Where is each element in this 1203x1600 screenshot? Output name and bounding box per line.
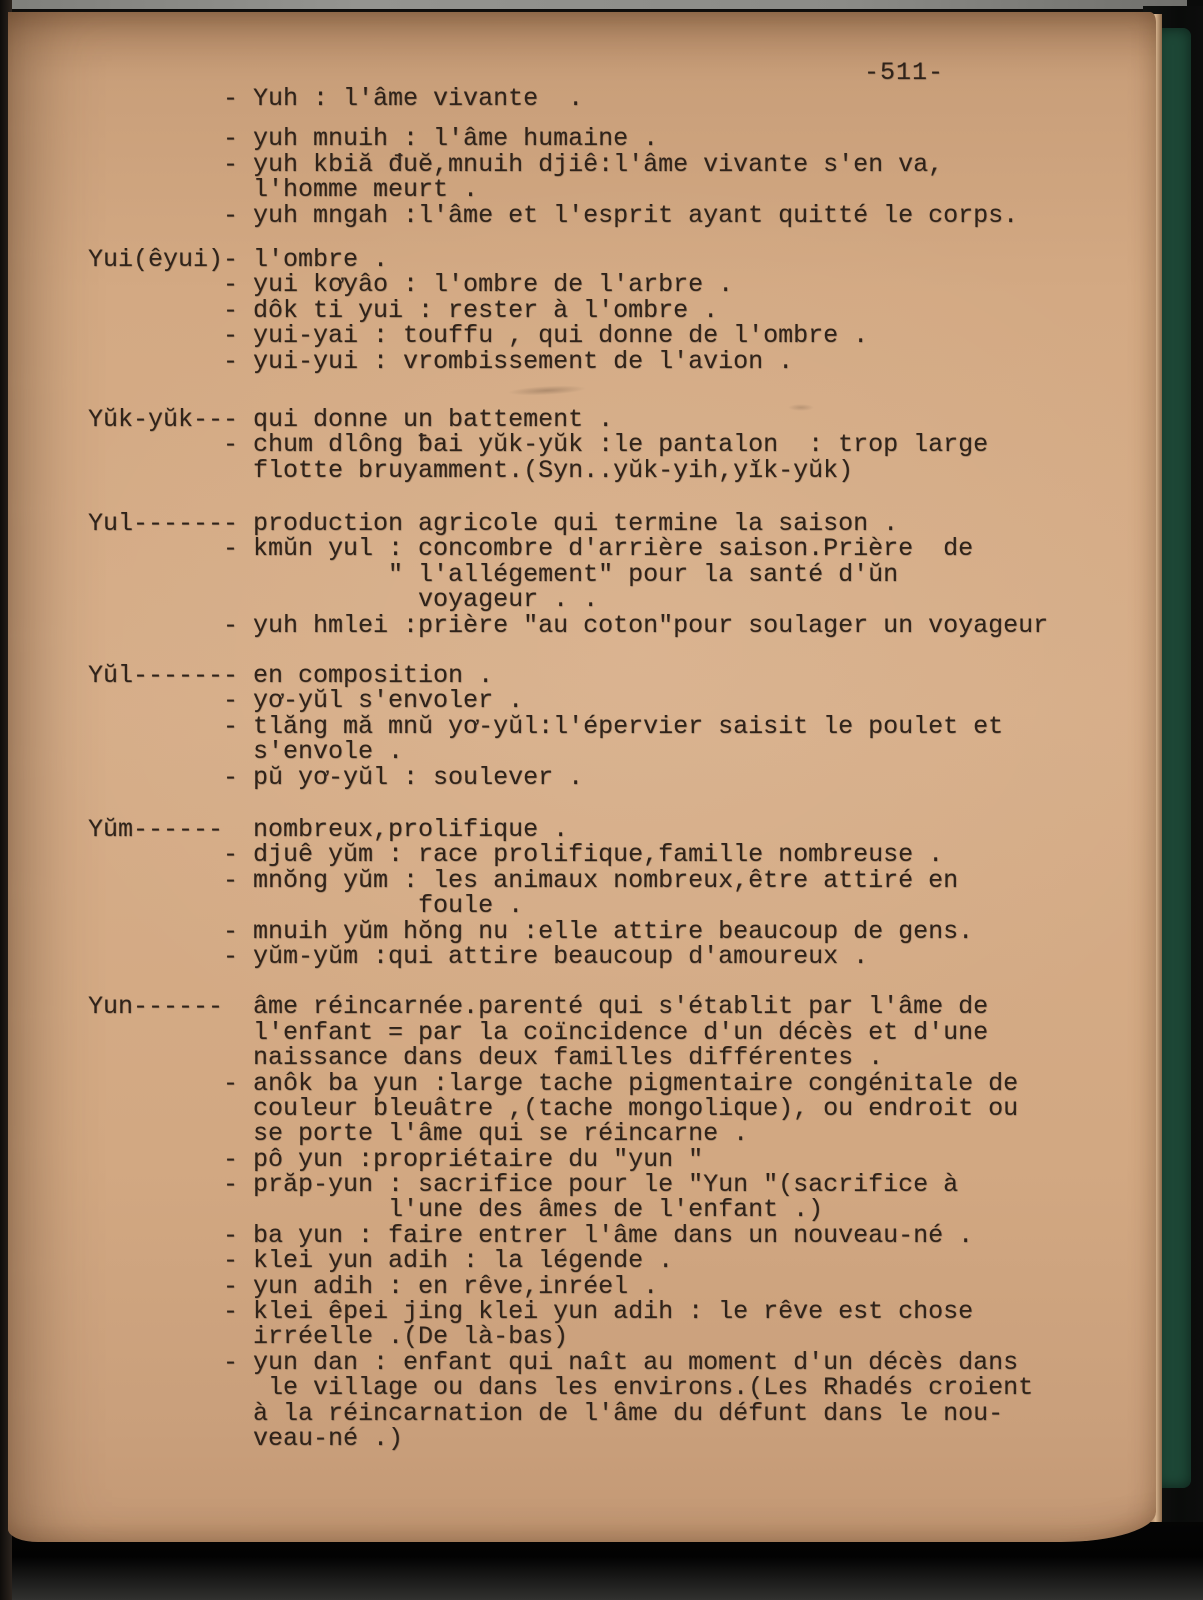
text-line: - chum dlông ƀai yŭk-yŭk :le pantalon : trop large	[88, 430, 989, 460]
text-line: - yun dan : enfant qui naît au moment d'un décès dans	[88, 1347, 1019, 1377]
text-line: Yun------ âme réincarnée.parenté qui s'établit par l'âme de	[88, 992, 989, 1022]
book-top-fabric-edge	[0, 0, 1203, 9]
text-line: - pŭ yơ-yŭl : soulever .	[88, 762, 584, 792]
text-line: - yŭm-yŭm :qui attire beaucoup d'amoureux .	[88, 941, 869, 971]
text-line: - mnuih yŭm hŏng nu :elle attire beaucoup de gens.	[88, 916, 974, 946]
text-line: Yŭm------ nombreux,prolifique .	[88, 814, 569, 844]
text-line: Yŭk-yŭk--- qui donne un battement .	[88, 404, 614, 434]
entry-block	[88, 126, 1048, 228]
text-line: veau-né .)	[88, 1423, 404, 1453]
text-line: - yui-yui : vrombissement de l'avion .	[88, 346, 794, 376]
text-line: à la réincarnation de l'âme du défunt dans le nou-	[88, 1398, 1004, 1428]
text-line: - tlăng mă mnŭ yơ-yŭl:l'épervier saisit le poulet et	[88, 711, 1004, 741]
text-line: Yŭl------- en composition .	[88, 661, 494, 691]
text-line: - klei yun adih : la légende .	[88, 1246, 674, 1276]
text-line: - anôk ba yun :large tache pigmentaire congénitale de	[88, 1068, 1019, 1098]
text-line: naissance dans deux familles différentes .	[88, 1043, 884, 1073]
text-line: - ba yun : faire entrer l'âme dans un nouveau-né .	[88, 1220, 974, 1250]
text-line: - klei êpei jing klei yun adih : le rêve est chose	[88, 1297, 974, 1327]
entry-block	[88, 244, 1048, 376]
text-line: - prăp-yun : sacrifice pour le "Yun "(sacrifice à	[88, 1170, 959, 1200]
paper-page	[8, 12, 1156, 1542]
text-line: - yuh mngah :l'âme et l'esprit ayant quitté le corps.	[88, 200, 1019, 230]
text-line: - yui kơyâo : l'ombre de l'arbre .	[88, 270, 734, 300]
text-line: - kmŭn yul : concombre d'arrière saison.Prière de	[88, 534, 974, 564]
text-line: - dôk ti yui : rester à l'ombre .	[88, 295, 719, 325]
dictionary-text	[88, 86, 1048, 1451]
entry-block	[88, 86, 1048, 111]
text-line: flotte bruyamment.(Syn..yŭk-yih,yĭk-yŭk)	[88, 455, 854, 485]
entry-block	[88, 511, 1048, 638]
pencil-smudge	[788, 404, 814, 411]
text-line: - mnŏng yŭm : les animaux nombreux,être attiré en	[88, 865, 959, 895]
text-line: se porte l'âme qui se réincarne .	[88, 1119, 749, 1149]
text-line: couleur bleuâtre ,(tache mongolique), ou endroit ou	[88, 1093, 1019, 1123]
entry-block	[88, 663, 1048, 790]
text-line: - pô yun :propriétaire du "yun "	[88, 1144, 704, 1174]
text-line: Yui(êyui)- l'ombre .	[88, 244, 389, 274]
entry-block	[88, 994, 1048, 1451]
text-line: - yui-yai : touffu , qui donne de l'ombre .	[88, 321, 869, 351]
entry-block	[88, 814, 1048, 971]
page-number: -511-	[864, 58, 945, 87]
text-line: - yun adih : en rêve,inréel .	[88, 1271, 659, 1301]
text-line: - yuh hmlei :prière "au coton"pour soulager un voyageur	[88, 610, 1049, 640]
text-line: - Yuh : l'âme vivante .	[88, 84, 584, 113]
text-line: l'homme meurt .	[88, 175, 479, 205]
text-line: Yul------- production agricole qui termine la saison .	[88, 509, 899, 539]
text-line: l'une des âmes de l'enfant .)	[88, 1195, 824, 1225]
text-line: irréelle .(De là-bas)	[88, 1322, 569, 1352]
text-line: - yơ-yŭl s'envoler .	[88, 686, 524, 716]
text-line: le village ou dans les environs.(Les Rhadés croient	[88, 1373, 1034, 1403]
text-line: foule .	[88, 891, 524, 921]
text-line: - yuh kbiă đuĕ,mnuih djiê:l'âme vivante s'en va,	[88, 149, 944, 179]
text-line: - yuh mnuih : l'âme humaine .	[88, 124, 659, 154]
text-line: s'envole .	[88, 737, 404, 767]
text-line: - djuê yŭm : race prolifique,famille nombreuse .	[88, 840, 944, 870]
text-line: voyageur . .	[88, 585, 599, 615]
entry-block	[88, 404, 1048, 485]
text-line: " l'allégement" pour la santé d'ŭn	[88, 559, 899, 589]
text-line: l'enfant = par la coïncidence d'un décès et d'une	[88, 1017, 989, 1047]
